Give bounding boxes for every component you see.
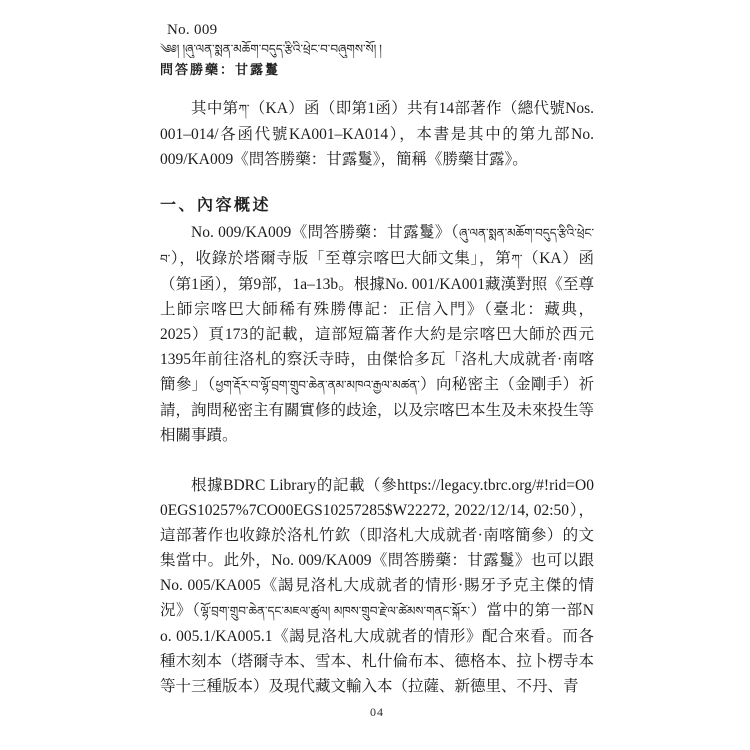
paragraph-bdrc-reference: 根據BDRC Library的記載（參https://legacy.tbrc.org/#!rid=O00EGS10257%7CO00EGS10257285$W22272, 2022/12/14, 02:50），這部著作也收錄於洛札竹欽（即洛札大成就者·南喀簡參）的文集當中。此外，No. 009/KA009《問答勝藥：甘露鬘》也可以跟No. 005/KA005《謁見洛札大成就者的情形·賜牙予克主傑的情況》（ལྷོ་བྲག་གྲུབ་ཆེན་དང་མཇལ་ཚུལ། མཁས་གྲུབ་རྗེ་ལ་ཚེམས་གནང་སྐོར་）當中的第一部No. 005.1/KA005.1《謁見洛札大成就者的情形》配合來看。而各種木刻本（塔爾寺本、雪本、札什倫布本、德格本、拉卜楞寺本等十三種版本）及現代藏文輸入本（拉薩、新德里、不丹、青 — [160, 477, 595, 695]
page-content — [160, 22, 594, 699]
chinese-running-title: 問答勝藥：甘露鬘 — [160, 62, 281, 77]
paragraph-content-overview: No. 009/KA009《問答勝藥：甘露鬘》（ཞུ་ལན་སྨན་མཆོག་བདུད་རྩིའི་ཕྲེང་བ་），收錄於塔爾寺版「至尊宗喀巴大師文集」，第ཀ་（KA）函（第1函），第9部，1a–13b。根據No. 001/KA001藏漢對照《至尊上師宗喀巴大師稀有殊勝傳記：正信入門》（臺北：藏典，2025）頁173的記載，這部短篇著作大約是宗喀巴大師於西元1395年前往洛札的察沃寺時，由傑恰多瓦「洛札大成就者·南喀簡參」（ཕྱག་རྡོར་བ་ལྷོ་བྲག་གྲུབ་ཆེན་ནམ་མཁའ་རྒྱལ་མཚན་）向秘密主（金剛手）祈請，詢問秘密主有關實修的歧途，以及宗喀巴本生及未來投生等相關事蹟。 — [160, 224, 595, 444]
document-number: No. 009 — [167, 22, 218, 38]
section-heading-content-overview: 一、內容概述 — [160, 197, 272, 214]
tibetan-title: ༄༅། །ཞུ་ལན་སྨན་མཆོག་བདུད་རྩིའི་ཕྲེང་བ་བཞུགས་སོ། ། — [160, 42, 382, 56]
paragraph-intro: 其中第ཀ་（KA）函（即第1函）共有14部著作（總代號Nos. 001–014/各函代號KA001–KA014），本書是其中的第九部No. 009/KA009《問答勝藥：甘露鬘》，簡稱《勝藥甘露》。 — [160, 100, 594, 168]
page-number: 04 — [370, 705, 384, 719]
